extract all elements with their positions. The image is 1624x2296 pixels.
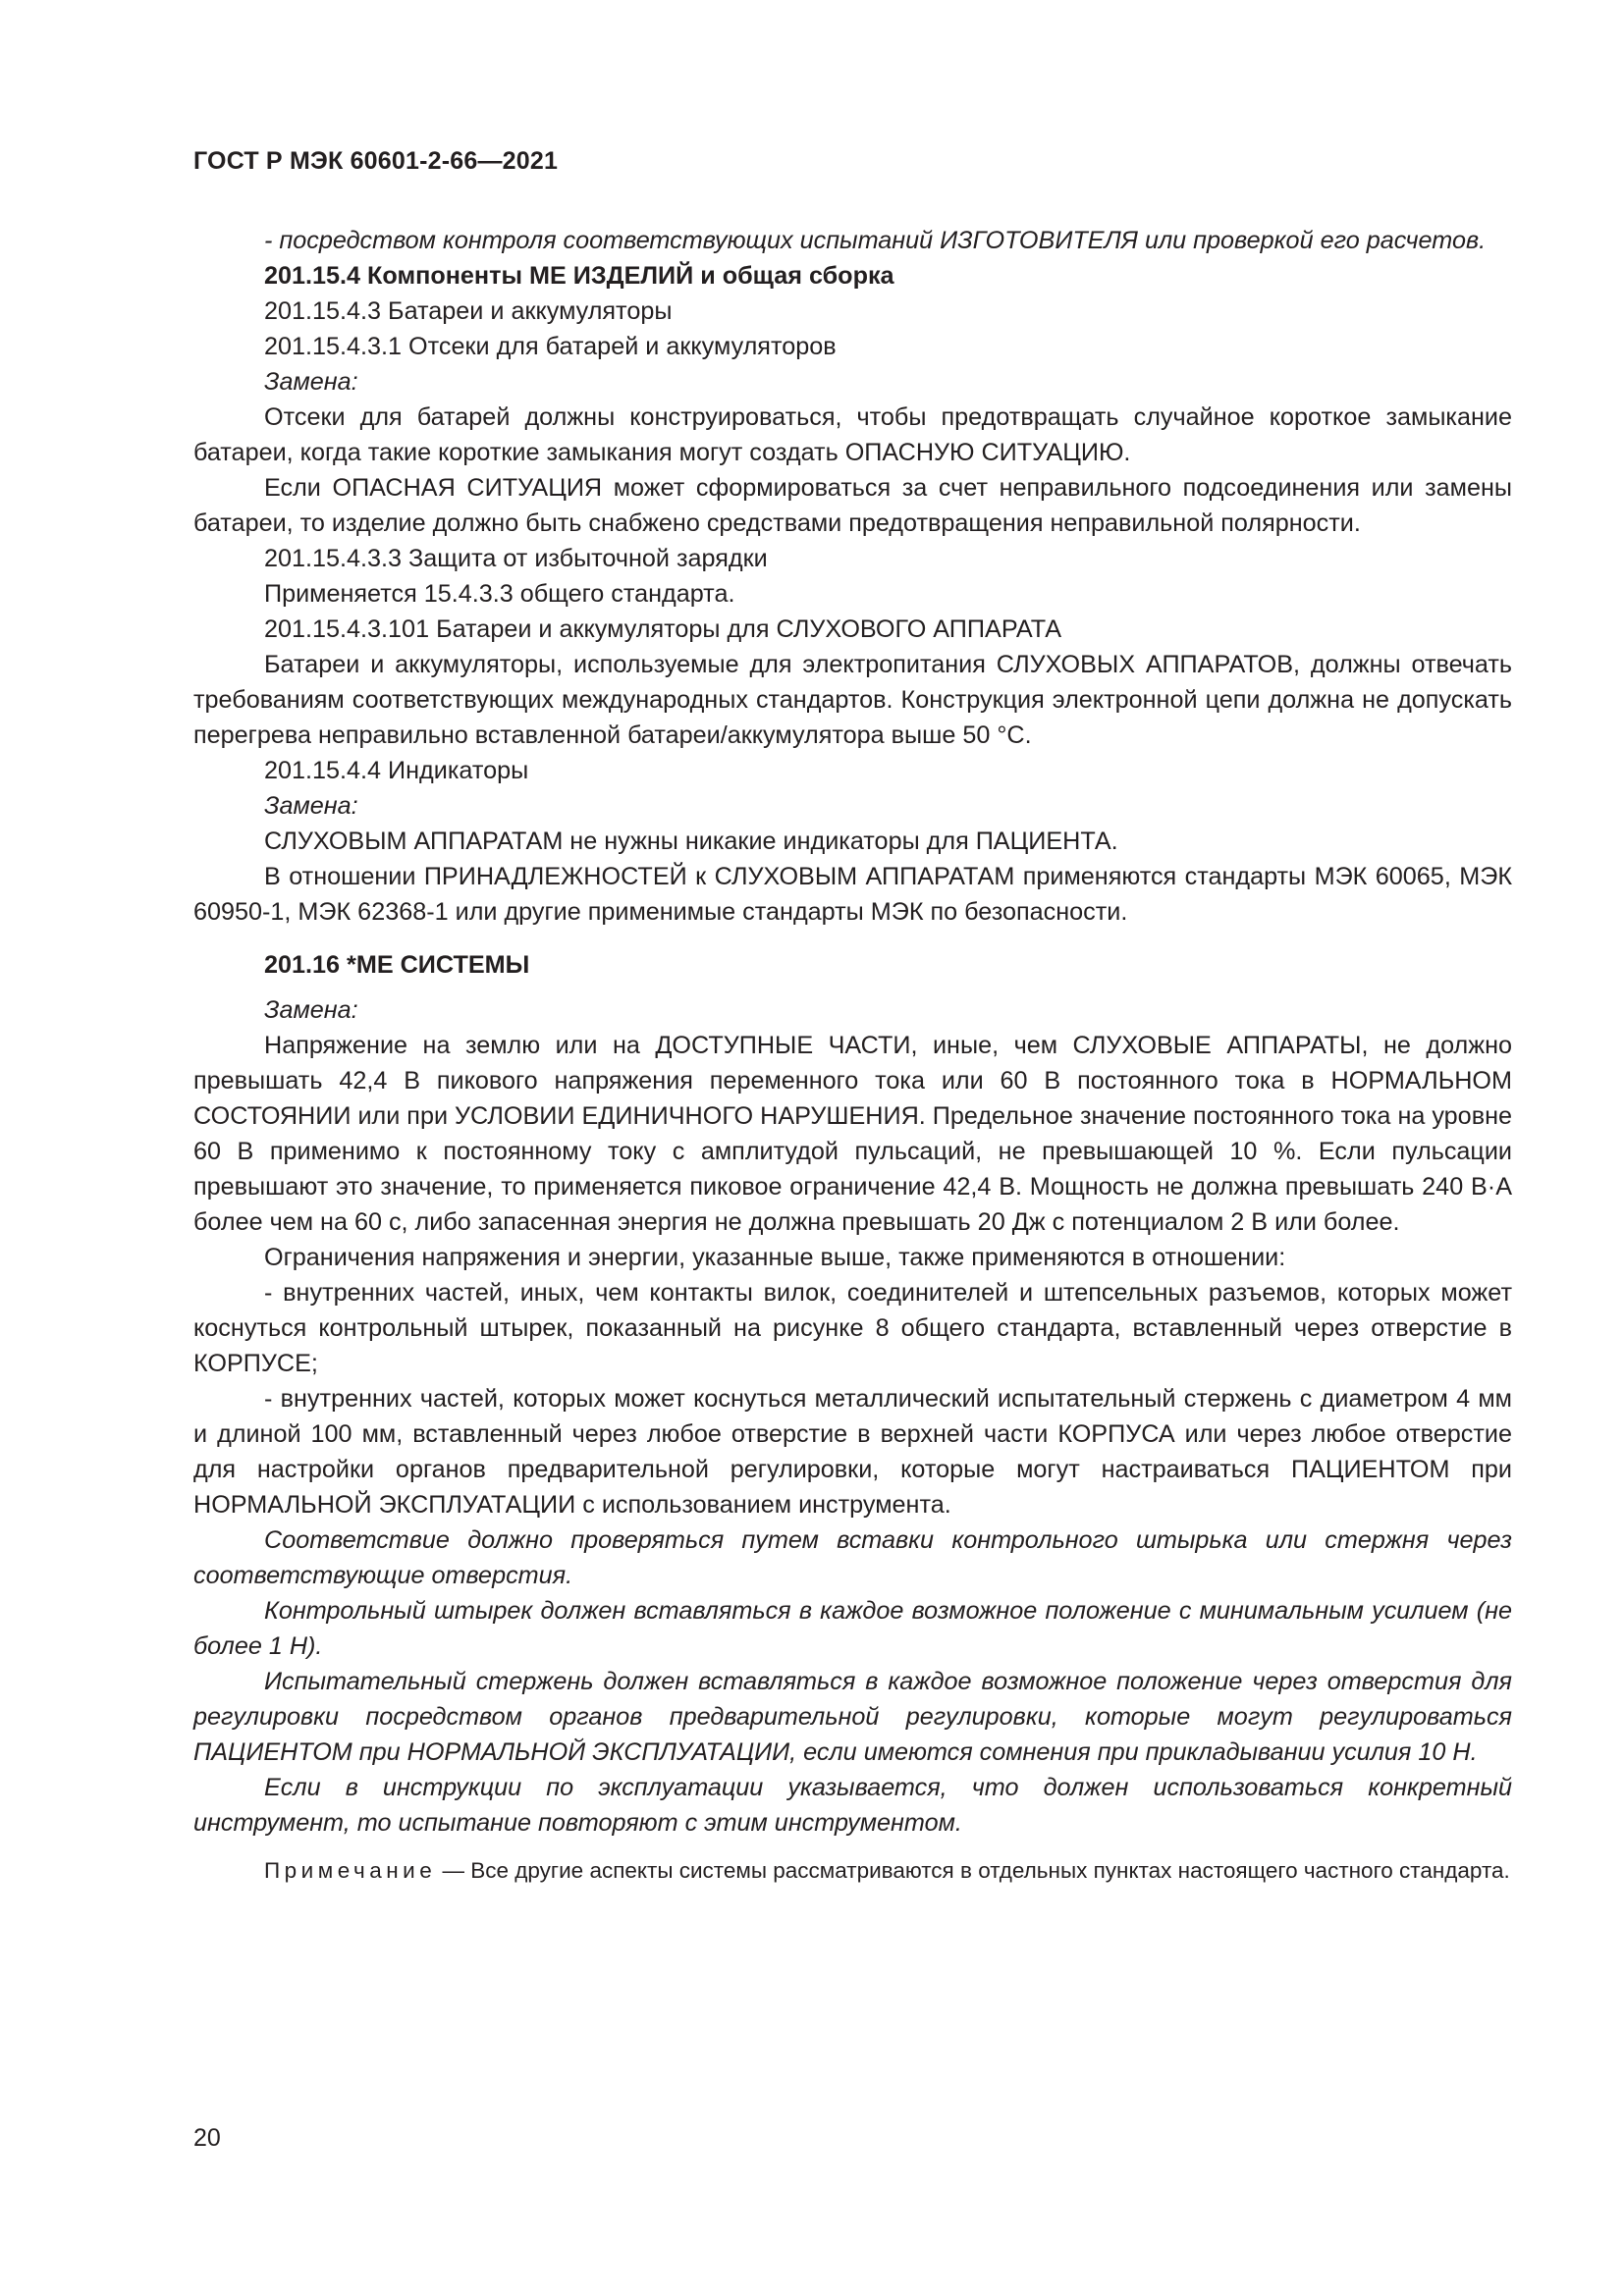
paragraph-applies-general: Применяется 15.4.3.3 общего стандарта. [264,580,735,608]
note [193,1854,1512,1888]
subsection-heading-201-15-4-3-1: 201.15.4.3.1 Отсеки для батарей и аккумуляторов [264,333,837,360]
page-number: 20 [193,2124,221,2152]
section-heading-201-15-4: 201.15.4 Компоненты МЕ ИЗДЕЛИЙ и общая сборка [264,262,894,290]
subsection-heading-201-15-4-3-3: 201.15.4.3.3 Защита от избыточной зарядки [264,545,768,572]
replacement-label: Замена: [264,996,358,1024]
list-item-internal-parts-rod: - внутренних частей, которых может коснуться металлический испытательный стержень с диаметром 4 мм и длиной 100 мм, вставленный через любое отверстие в верхней части КОРПУСА или через любое отверстие для настройки органов предварительной регулировки, которые могут настраиваться ПАЦИЕНТОМ при НОРМАЛЬНОЙ ЭКСПЛУАТАЦИИ с использованием инструмента. [193,1385,1512,1519]
page-body [193,223,1512,1888]
paragraph-no-indicators: СЛУХОВЫМ АППАРАТАМ не нужны никакие индикаторы для ПАЦИЕНТА. [264,828,1118,855]
paragraph-accessories-standards: В отношении ПРИНАДЛЕЖНОСТЕЙ к СЛУХОВЫМ АППАРАТАМ применяются стандарты МЭК 60065, МЭК 60950-1, МЭК 62368-1 или другие применимые стандарты МЭК по безопасности. [193,863,1512,926]
paragraph-voltage-limits: Напряжение на землю или на ДОСТУПНЫЕ ЧАСТИ, иные, чем СЛУХОВЫЕ АППАРАТЫ, не должно превышать 42,4 В пикового напряжения переменного тока или 60 В постоянного тока в НОРМАЛЬНОМ СОСТОЯНИИ или при УСЛОВИИ ЕДИНИЧНОГО НАРУШЕНИЯ. Предельное значение постоянного тока на уровне 60 В применимо к постоянному току с амплитудой пульсаций, не превышающей 10 %. Если пульсации превышают это значение, то применяется пиковое ограничение 42,4 В. Мощность не должна превышать 240 В·А более чем на 60 с, либо запасенная энергия не должна превышать 20 Дж с потенциалом 2 В или более. [193,1032,1512,1236]
list-item-internal-parts-pin: - внутренних частей, иных, чем контакты вилок, соединителей и штепсельных разъемов, которых может коснуться контрольный штырек, показанный на рисунке 8 общего стандарта, вставленный через отверстие в КОРПУСЕ; [193,1279,1512,1377]
subsection-heading-201-15-4-3: 201.15.4.3 Батареи и аккумуляторы [264,297,673,325]
replacement-label: Замена: [264,792,358,820]
paragraph-test-pin: Контрольный штырек должен вставляться в каждое возможное положение с минимальным усилием (не более 1 Н). [193,1597,1512,1660]
paragraph-specific-tool: Если в инструкции по эксплуатации указывается, что должен использоваться конкретный инструмент, то испытание повторяют с этим инструментом. [193,1774,1512,1837]
paragraph-calculation-check: - посредством контроля соответствующих испытаний ИЗГОТОВИТЕЛЯ или проверкой его расчетов. [264,227,1487,254]
note-dash: — [436,1858,471,1883]
paragraph-battery-requirements: Батареи и аккумуляторы, используемые для электропитания СЛУХОВЫХ АППАРАТОВ, должны отвечать требованиям соответствующих международных стандартов. Конструкция электронной цепи должна не допускать перегрева неправильно вставленной батареи/аккумулятора выше 50 °С. [193,651,1512,749]
standard-code-header: ГОСТ Р МЭК 60601-2-66—2021 [193,147,559,175]
subsection-heading-201-15-4-4: 201.15.4.4 Индикаторы [264,757,529,784]
note-text: Все другие аспекты системы рассматриваются в отдельных пунктах настоящего частного стандарта. [470,1858,1510,1883]
paragraph-limits-apply: Ограничения напряжения и энергии, указанные выше, также применяются в отношении: [264,1244,1286,1271]
paragraph-test-rod: Испытательный стержень должен вставляться в каждое возможное положение через отверстия для регулировки посредством органов предварительной регулировки, которые могут регулироваться ПАЦИЕНТОМ при НОРМАЛЬНОЙ ЭКСПЛУАТАЦИИ, если имеются сомнения при прикладывании усилия 10 Н. [193,1668,1512,1766]
paragraph-battery-compartments: Отсеки для батарей должны конструироваться, чтобы предотвращать случайное короткое замыкание батареи, когда такие короткие замыкания могут создать ОПАСНУЮ СИТУАЦИЮ. [193,403,1512,466]
replacement-label: Замена: [264,368,358,396]
section-heading-201-16: 201.16 *МЕ СИСТЕМЫ [264,951,530,979]
paragraph-polarity: Если ОПАСНАЯ СИТУАЦИЯ может сформироваться за счет неправильного подсоединения или замены батареи, то изделие должно быть снабжено средствами предотвращения неправильной полярности. [193,474,1512,537]
paragraph-compliance-check: Соответствие должно проверяться путем вставки контрольного штырька или стержня через соответствующие отверстия. [193,1526,1512,1589]
note-label: Примечание [264,1858,437,1883]
subsection-heading-201-15-4-3-101: 201.15.4.3.101 Батареи и аккумуляторы для СЛУХОВОГО АППАРАТА [264,615,1062,643]
